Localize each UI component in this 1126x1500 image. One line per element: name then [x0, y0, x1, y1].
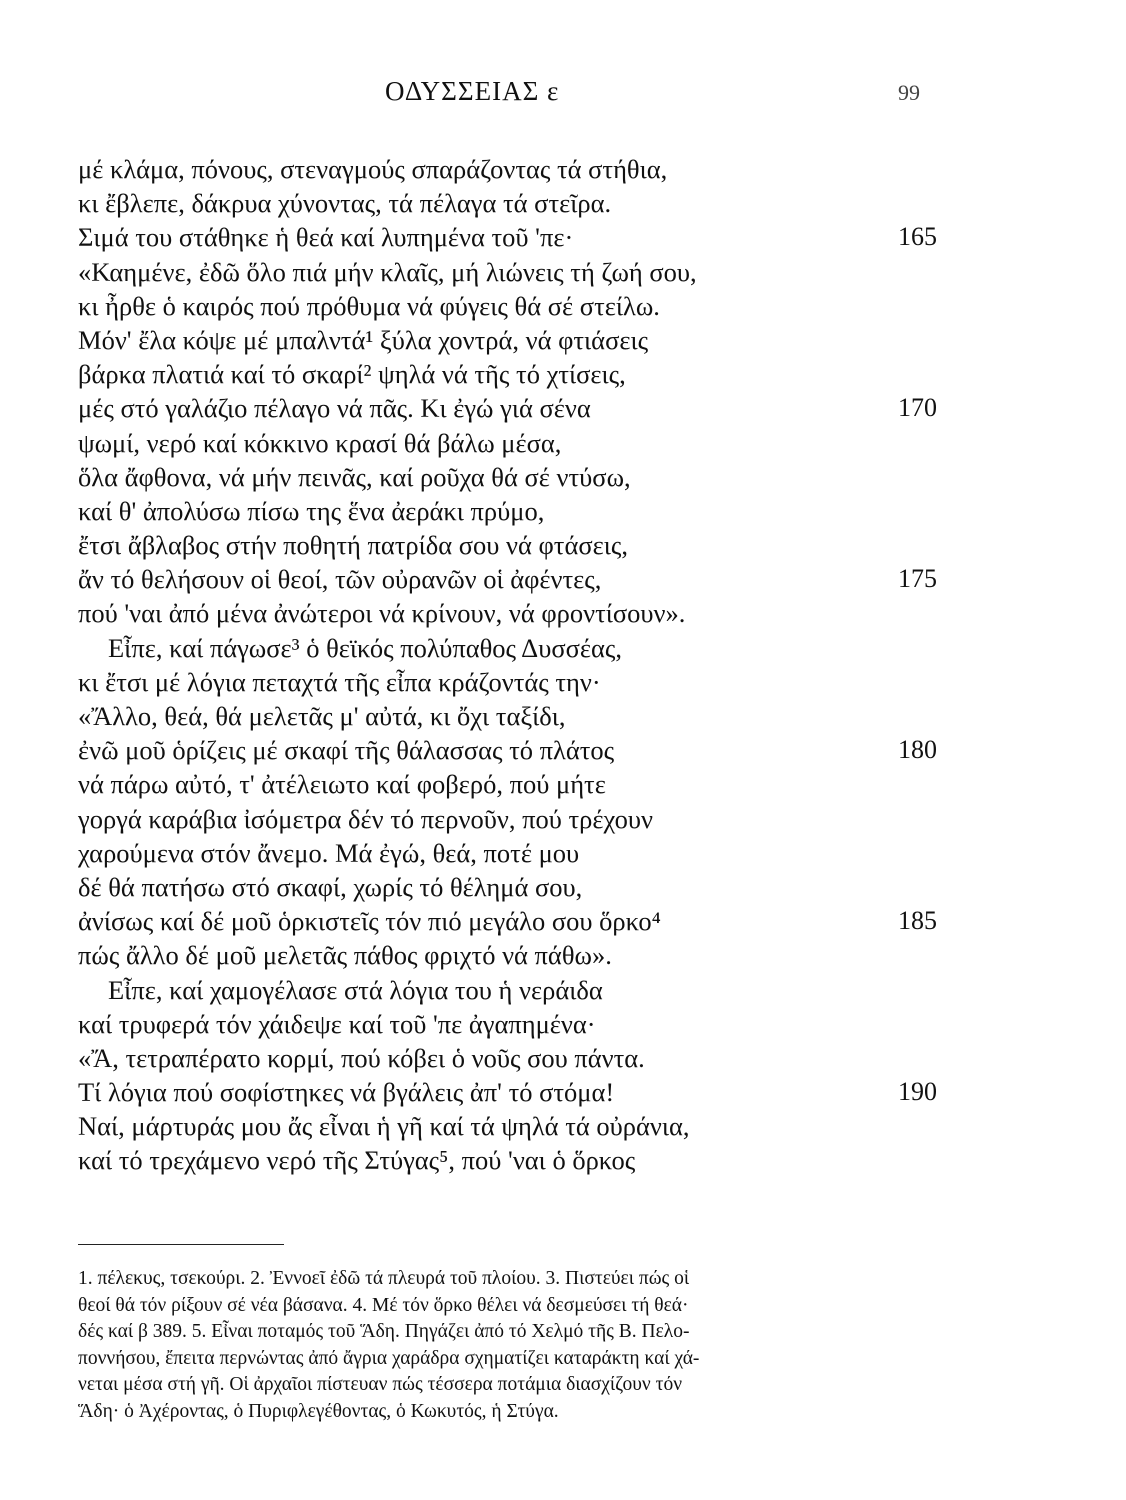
verse-text: ἔτσι ἄβλαβος στήν ποθητή πατρίδα σου νά φτάσεις, [78, 530, 629, 561]
verse-text: ἀνίσως καί δέ μοῦ ὁρκιστεῖς τόν πιό μεγάλο σου ὅρκο⁴ [78, 906, 661, 937]
verse-line [78, 323, 958, 357]
verse-line [78, 1075, 958, 1109]
verse-text: Εἶπε, καί πάγωσε³ ὁ θεϊκός πολύπαθος Δυσσέας, [108, 632, 623, 663]
verse-line [78, 1041, 958, 1075]
line-number: 180 [898, 735, 937, 765]
verse-line [78, 733, 958, 767]
verse-line [78, 357, 958, 391]
running-title: ΟΔΥΣΣΕΙΑΣ ε [385, 76, 560, 106]
footnote-line: δές καί β 389. 5. Εἶναι ποταμός τοῦ Ἅδη. Πηγάζει ἀπό τό Χελμό τῆς Β. Πελο- [78, 1321, 690, 1342]
footnote-line: Ἅδη· ὁ Ἀχέροντας, ὁ Πυριφλεγέθοντας, ὁ Κωκυτός, ἡ Στύγα. [78, 1400, 559, 1422]
verse-text: μές στό γαλάζιο πέλαγο νά πᾶς. Κι ἐγώ γιά σένα [78, 393, 591, 424]
verse-text: καί τό τρεχάμενο νερό τῆς Στύγας⁵, πού 'ναι ὁ ὅρκος [78, 1145, 636, 1176]
verse-line [78, 494, 958, 528]
verse-text: «Ἄ, τετραπέρατο κορμί, πού κόβει ὁ νοῦς σου πάντα. [78, 1042, 645, 1073]
verse-text: χαρούμενα στόν ἄνεμο. Μά ἐγώ, θεά, ποτέ μου [78, 837, 580, 868]
verse-text: πώς ἄλλο δέ μοῦ μελετᾶς πάθος φριχτό νά πάθω». [78, 940, 612, 971]
verse-text: κι ἦρθε ὁ καιρός πού πρόθυμα νά φύγεις θά σέ στείλω. [78, 290, 660, 321]
verse-line [78, 802, 958, 836]
verse-line [78, 289, 958, 323]
line-number: 165 [898, 222, 937, 252]
verse-line [78, 152, 958, 186]
verse-text: καί τρυφερά τόν χάιδεψε καί τοῦ 'πε ἀγαπημένα· [78, 1008, 596, 1039]
verse-text: ψωμί, νερό καί κόκκινο κρασί θά βάλω μέσα, [78, 427, 562, 458]
verse-line [78, 220, 958, 254]
verse-text: βάρκα πλατιά καί τό σκαρί² ψηλά νά τῆς τό χτίσεις, [78, 359, 626, 390]
verse-line [78, 699, 958, 733]
verse-text: ἐνῶ μοῦ ὁρίζεις μέ σκαφί τῆς θάλασσας τό πλάτος [78, 735, 615, 766]
verse-text: Εἶπε, καί χαμογέλασε στά λόγια του ἡ νεράιδα [108, 974, 603, 1005]
verse-line [78, 1007, 958, 1041]
verse-text: «Ἄλλο, θεά, θά μελετᾶς μ' αὐτά, κι ὄχι ταξίδι, [78, 701, 566, 731]
verse-line [78, 1143, 958, 1177]
line-number: 190 [898, 1077, 937, 1107]
verse-line [78, 973, 958, 1007]
footnote-line: θεοί θά τόν ρίξουν σέ νέα βάσανα. 4. Μέ τόν ὅρκο θέλει νά δεσμεύσει τή θεά· [78, 1294, 689, 1316]
footnote-line: ποννήσου, ἔπειτα περνώντας ἀπό ἄγρια χαράδρα σχηματίζει καταράκτη καί χά- [78, 1347, 700, 1369]
verse-line [78, 562, 958, 596]
verse-line [78, 391, 958, 425]
verse-line [78, 767, 958, 801]
verse-text: γοργά καράβια ἰσόμετρα δέν τό περνοῦν, πού τρέχουν [78, 803, 653, 834]
verse-text: πού 'ναι ἀπό μένα ἀνώτεροι νά κρίνουν, νά φροντίσουν». [78, 598, 686, 629]
page-number: 99 [898, 80, 920, 105]
verse-line [78, 596, 958, 630]
verse-text: Σιμά του στάθηκε ἡ θεά καί λυπημένα τοῦ 'πε· [78, 222, 574, 253]
verse-line [78, 836, 958, 870]
verse-line [78, 938, 958, 972]
verse-text: νά πάρω αὐτό, τ' ἀτέλειωτο καί φοβερό, πού μήτε [78, 769, 606, 800]
footnote-line: 1. πέλεκυς, τσεκούρι. 2. Ἐννοεῖ ἐδῶ τά πλευρά τοῦ πλοίου. 3. Πιστεύει πώς οἱ [78, 1268, 690, 1289]
verse-text: ὅλα ἄφθονα, νά μήν πεινᾶς, καί ροῦχα θά σέ ντύσω, [78, 461, 631, 492]
verse-line [78, 904, 958, 938]
footnotes [78, 1266, 938, 1425]
verse-line [78, 631, 958, 665]
verse-text: δέ θά πατήσω στό σκαφί, χωρίς τό θέλημά σου, [78, 871, 583, 902]
verse-line [78, 460, 958, 494]
verse-text: κι ἔτσι μέ λόγια πεταχτά τῆς εἶπα κράζοντάς την· [78, 666, 601, 697]
footnote-line: νεται μέσα στή γῆ. Οἱ ἀρχαῖοι πίστευαν πώς τέσσερα ποτάμια διασχίζουν τόν [78, 1374, 683, 1395]
poem-body [78, 152, 958, 1178]
verse-line [78, 426, 958, 460]
verse-line [78, 528, 958, 562]
verse-line [78, 186, 958, 220]
verse-text: Ναί, μάρτυράς μου ἄς εἶναι ἡ γῆ καί τά ψηλά τά οὐράνια, [78, 1111, 690, 1142]
line-number: 175 [898, 564, 937, 594]
footnote-divider [78, 1244, 284, 1245]
verse-text: μέ κλάμα, πόνους, στεναγμούς σπαράζοντας τά στήθια, [78, 154, 668, 184]
verse-text: Μόν' ἔλα κόψε μέ μπαλντά¹ ξύλα χοντρά, νά φτιάσεις [78, 324, 649, 355]
verse-text: ἄν τό θελήσουν οἱ θεοί, τῶν οὐρανῶν οἱ ἀφέντες, [78, 564, 602, 595]
verse-text: καί θ' ἀπολύσω πίσω της ἕνα ἀεράκι πρύμο, [78, 495, 545, 526]
line-number: 185 [898, 906, 937, 936]
verse-text: Τί λόγια πού σοφίστηκες νά βγάλεις ἀπ' τό στόμα! [78, 1077, 615, 1108]
verse-line [78, 1109, 958, 1143]
page-header [0, 74, 1126, 114]
verse-text: κι ἔβλεπε, δάκρυα χύνοντας, τά πέλαγα τά στεῖρα. [78, 188, 612, 219]
verse-text: «Καημένε, ἐδῶ ὅλο πιά μήν κλαῖς, μή λιώνεις τή ζωή σου, [78, 256, 697, 287]
verse-line [78, 665, 958, 699]
verse-line [78, 870, 958, 904]
verse-line [78, 255, 958, 289]
line-number: 170 [898, 393, 937, 423]
